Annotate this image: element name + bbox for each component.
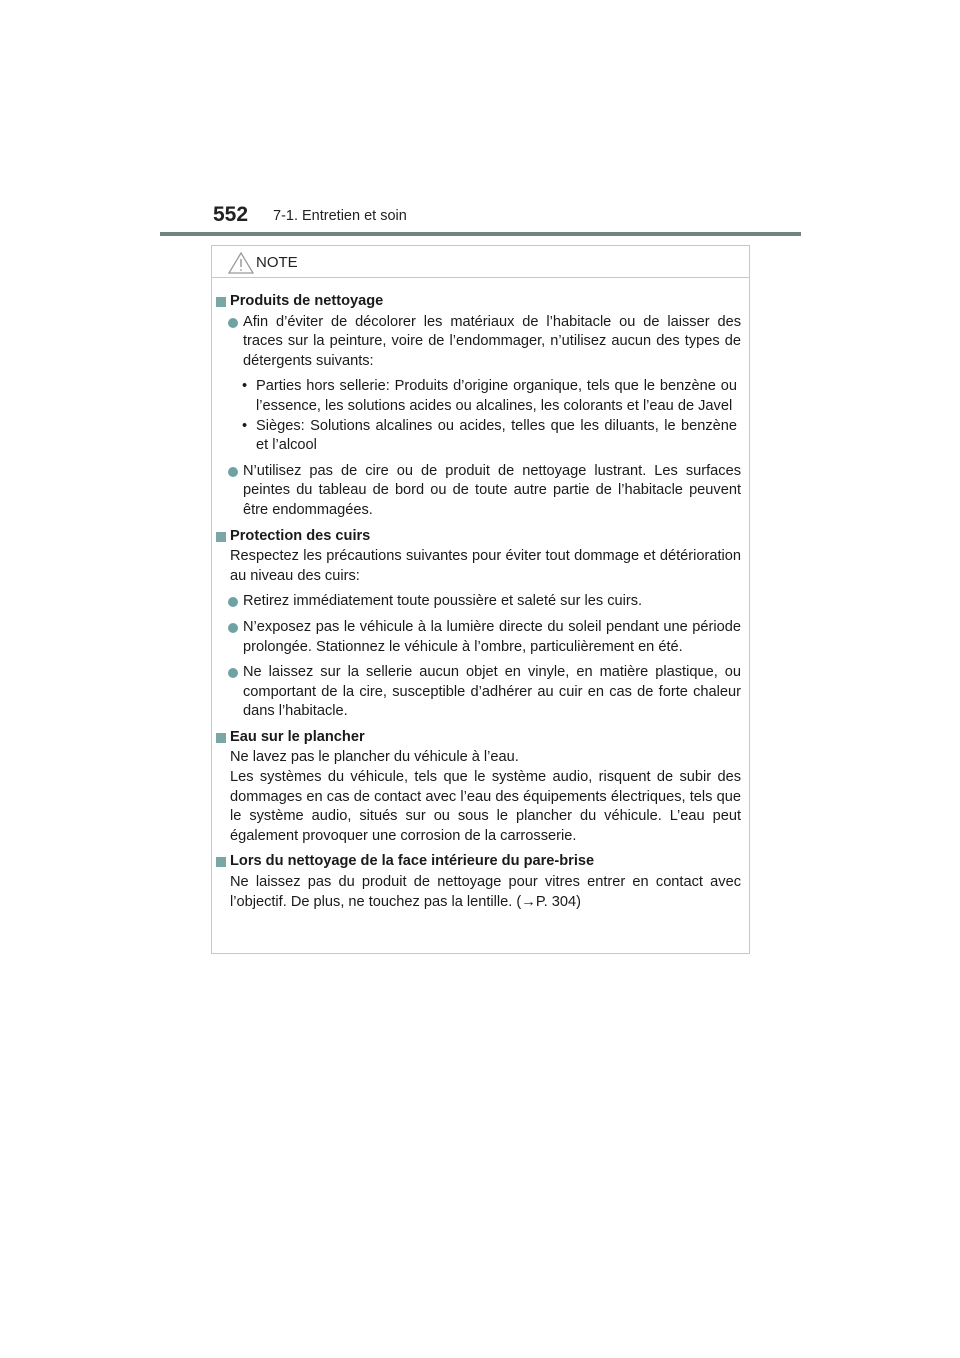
round-bullet-icon [228,623,238,633]
paragraph: Ne lavez pas le plancher du véhicule à l’eau. [230,749,519,766]
round-bullet-icon [228,318,238,328]
section-heading: Protection des cuirs [212,527,749,547]
round-bullet-icon [228,597,238,607]
list-item: Afin d’éviter de décolorer les matériaux de l’habitacle ou de laisser des traces sur la peinture, voire de l’endommager, n’utilisez aucun des types de détergents suivants: [212,313,749,372]
section-heading: Produits de nettoyage [212,292,749,312]
square-bullet-icon [216,857,226,867]
paragraph: Ne laissez pas du produit de nettoyage pour vitres entrer en contact avec l’objectif. De plus, ne touchez pas la lentille. (→P. 304) [230,874,741,910]
note-label: NOTE [256,254,298,271]
note-header [212,246,749,278]
list-item: Retirez immédiatement toute poussière et saleté sur les cuirs. [212,592,749,612]
page-number: 552 [213,203,249,226]
sub-list-item: • Parties hors sellerie: Produits d’origine organique, tels que le benzène ou l’essence, les solutions acides ou alcalines, les colorants et l’eau de Javel [242,378,737,414]
header-rule [160,232,801,236]
section-heading: Eau sur le plancher [212,728,749,748]
square-bullet-icon [216,297,226,307]
paragraph: Les systèmes du véhicule, tels que le système audio, risquent de subir des dommages en cas de contact avec l’eau des équipements électriques, tels que le système audio, situés sur ou sous le plancher du véhicule. L’eau peut également provoquer une corrosion de la carrosserie. [230,769,741,844]
list-item: Ne laissez sur la sellerie aucun objet en vinyle, en matière plastique, ou comportant de la cire, susceptible d’adhérer au cuir en cas de forte chaleur dans l’habitacle. [212,663,749,722]
square-bullet-icon [216,733,226,743]
sub-list-item: • Sièges: Solutions alcalines ou acides, telles que les diluants, le benzène et l’alcool [242,417,737,454]
list-item: N’utilisez pas de cire ou de produit de nettoyage lustrant. Les surfaces peintes du tableau de bord ou de toute autre partie de l’habitacle peuvent être endommagées. [212,462,749,521]
note-box [211,245,750,954]
section-title: 7-1. Entretien et soin [273,208,407,224]
paragraph: Respectez les précautions suivantes pour éviter tout dommage et détérioration au niveau des cuirs: [230,548,741,584]
list-item: N’exposez pas le véhicule à la lumière directe du soleil pendant une période prolongée. Stationnez le véhicule à l’ombre, particulièrement en été. [212,618,749,657]
square-bullet-icon [216,532,226,542]
section-heading: Lors du nettoyage de la face intérieure du pare-brise [212,852,749,872]
note-content [212,288,749,918]
round-bullet-icon [228,668,238,678]
warning-triangle-icon [228,252,254,274]
round-bullet-icon [228,467,238,477]
